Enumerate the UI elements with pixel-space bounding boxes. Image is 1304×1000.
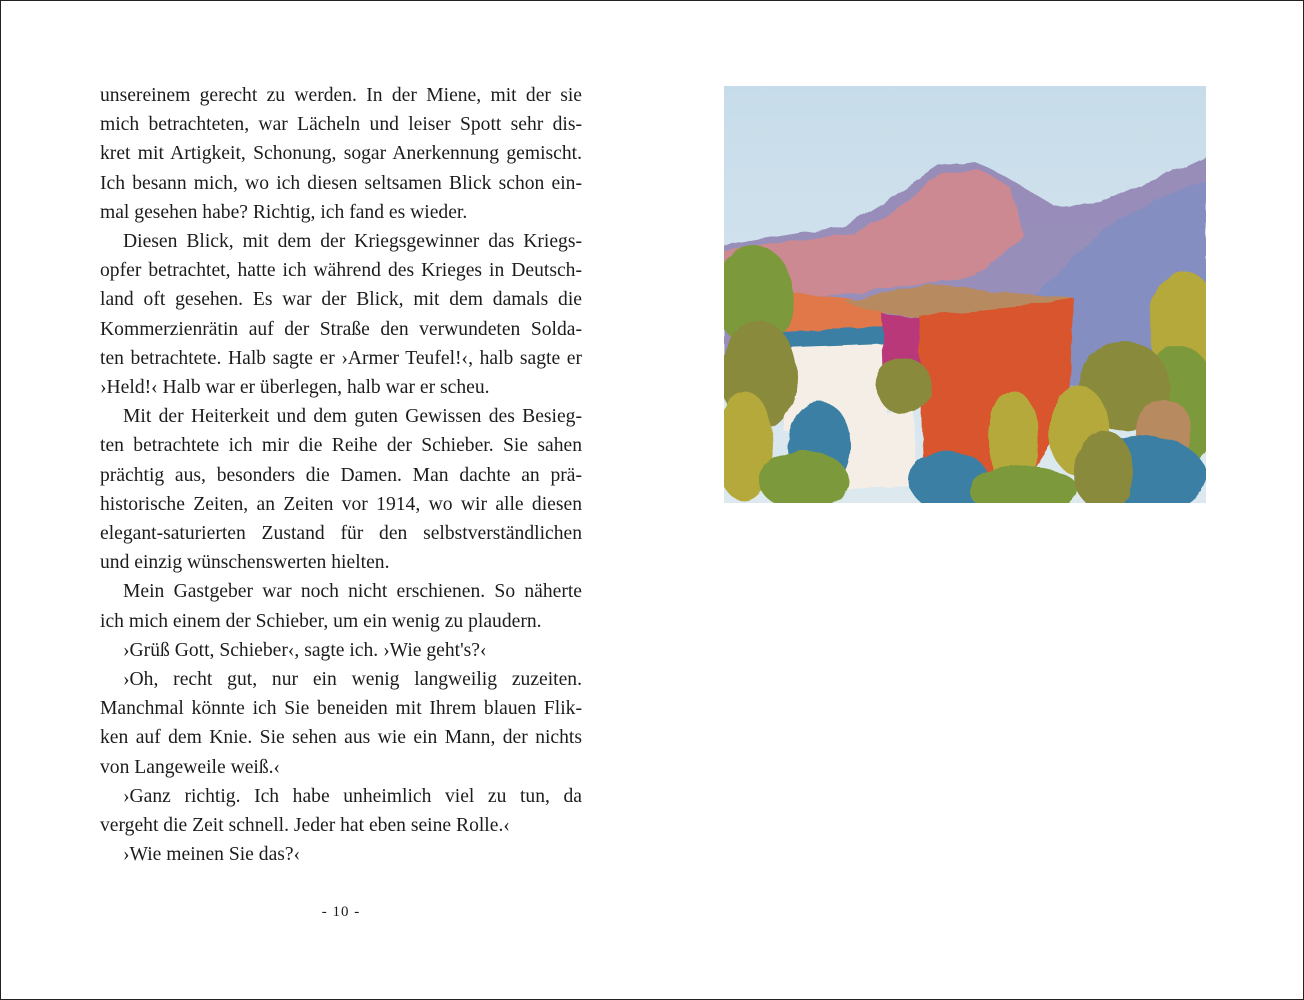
text-line: Mit der Heiterkeit und dem guten Gewissen des Besieg-: [123, 406, 582, 428]
text-line: Mein Gastgeber war noch nicht erschienen. So näherte: [123, 581, 582, 603]
text-line: vergeht die Zeit schnell. Jeder hat eben seine Rolle.‹: [100, 815, 510, 837]
text-line: ›Held!‹ Halb war er überlegen, halb war er scheu.: [100, 377, 490, 399]
text-line: historische Zeiten, an Zeiten vor 1914, wo wir alle diesen: [100, 493, 582, 515]
tree-olive-center: [876, 358, 932, 414]
text-column: [100, 81, 582, 869]
text-line: von Langeweile weiß.‹: [100, 756, 281, 778]
text-line: ken auf dem Knie. Sie sehen aus wie ein Mann, der nichts: [100, 727, 582, 749]
page-number: - 10 -: [321, 904, 361, 920]
landscape-painting: [724, 86, 1206, 503]
text-line: kret mit Artigkeit, Schonung, sogar Anerkennung gemischt.: [100, 143, 582, 165]
text-line: ich mich einem der Schieber, um ein wenig zu plaudern.: [100, 610, 542, 632]
text-line: Kommerzienrätin auf der Straße den verwundeten Solda-: [100, 318, 582, 340]
text-line: opfer betrachtet, hatte ich während des Krieges in Deutsch-: [100, 260, 582, 282]
text-line: ten betrachtete ich mir die Reihe der Schieber. Sie sahen: [100, 435, 582, 457]
text-line: land oft gesehen. Es war der Blick, mit dem damals die: [100, 289, 582, 311]
text-line: Manchmal könnte ich Sie beneiden mit Ihrem blauen Flik-: [100, 698, 582, 720]
text-line: ›Ganz richtig. Ich habe unheimlich viel zu tun, da: [123, 785, 582, 807]
watercolor-illustration: [724, 86, 1206, 503]
text-line: ›Oh, recht gut, nur ein wenig langweilig zuzeiten.: [123, 669, 582, 691]
text-line: mal gesehen habe? Richtig, ich fand es wieder.: [100, 201, 468, 223]
text-line: unsereinem gerecht zu werden. In der Miene, mit der sie: [100, 85, 582, 106]
text-line: ten betrachtete. Halb sagte er ›Armer Teufel!‹, halb sagte er: [100, 347, 582, 369]
text-line: elegant-saturierten Zustand für den selbstverständlichen: [100, 523, 582, 545]
text-line: Ich besann mich, wo ich diesen seltsamen Blick schon ein-: [100, 172, 582, 194]
text-line: ›Grüß Gott, Schieber‹, sagte ich. ›Wie geht's?‹: [123, 639, 487, 661]
text-line: ›Wie meinen Sie das?‹: [123, 844, 301, 866]
text-line: mich betrachteten, war Lächeln und leiser Spott sehr dis-: [100, 114, 582, 136]
text-line: Diesen Blick, mit dem der Kriegsgewinner das Kriegs-: [123, 231, 582, 253]
text-line: prächtig aus, besonders die Damen. Man dachte an prä-: [100, 464, 582, 486]
text-line: und einzig wünschenswerten hielten.: [100, 552, 390, 574]
